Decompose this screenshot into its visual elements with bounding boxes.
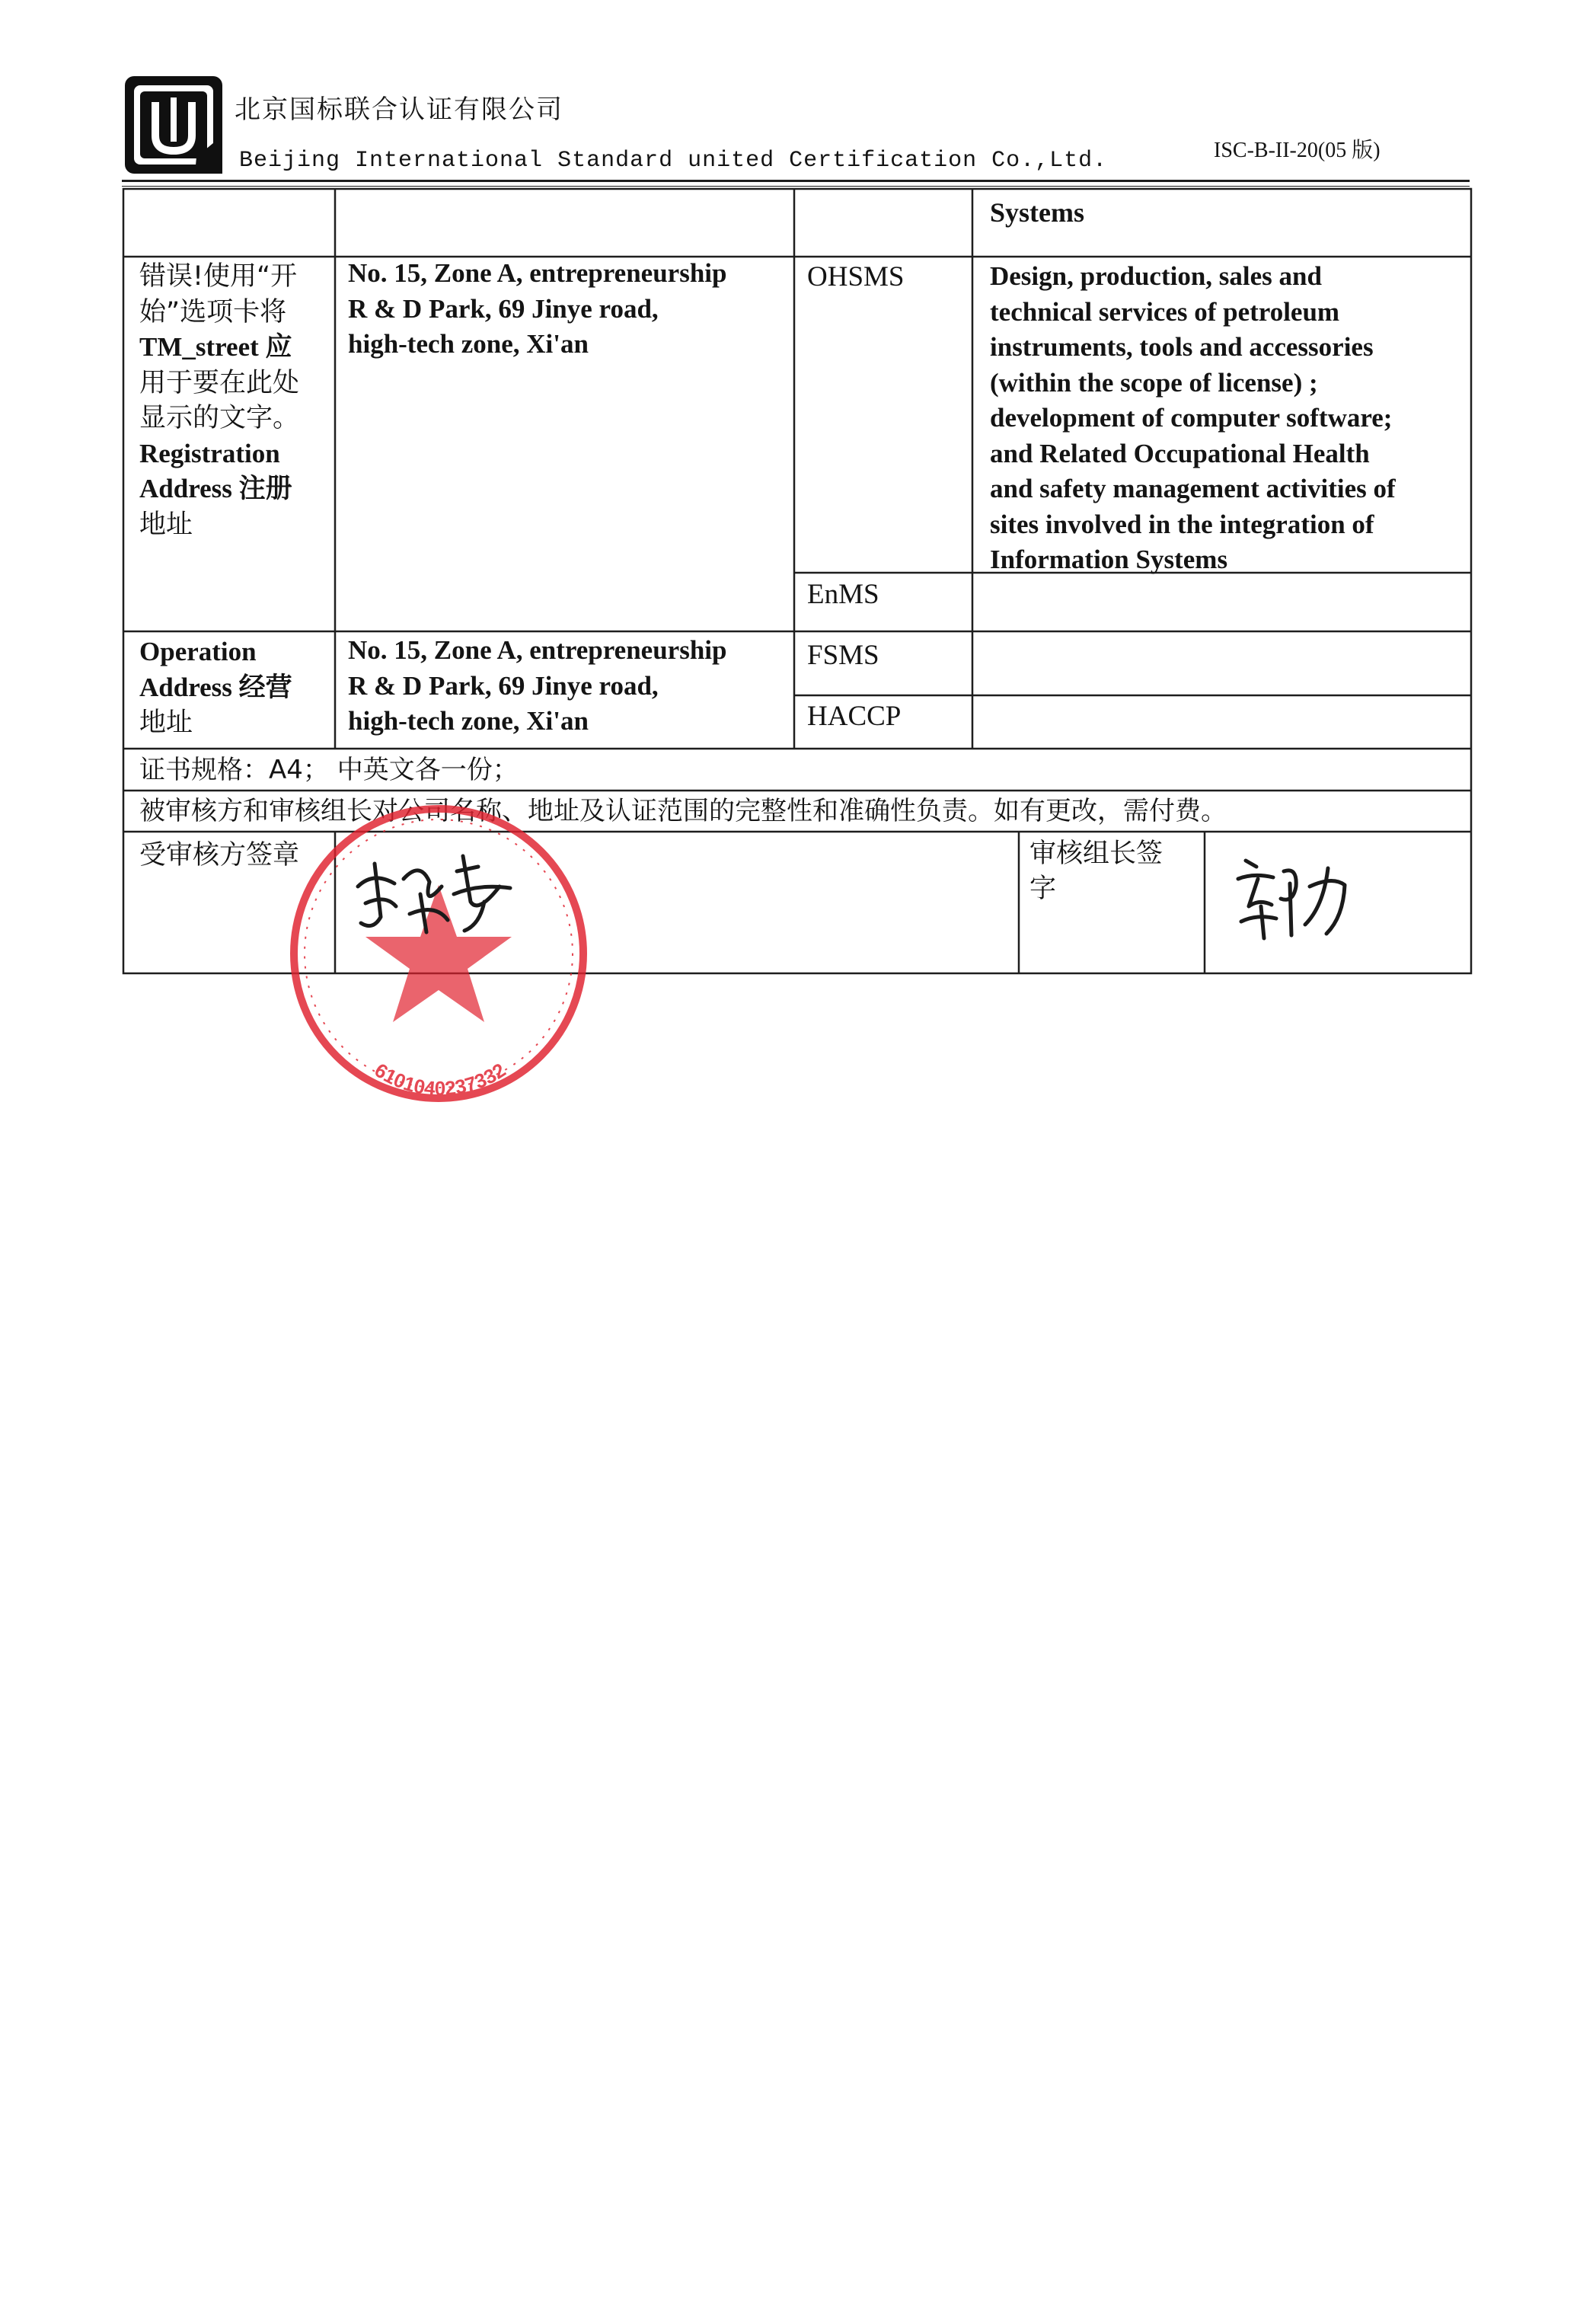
- label-line: TM_street 应: [139, 332, 292, 362]
- scope-line: and Related Occupational Health: [990, 438, 1370, 468]
- label-line: Address 注册: [139, 474, 292, 503]
- auditee-signature: [350, 841, 525, 940]
- seal-number: 6101040237332: [370, 1058, 510, 1101]
- address-line: No. 15, Zone A, entrepreneurship: [348, 258, 727, 288]
- scope-line: sites involved in the integration of: [990, 509, 1374, 539]
- address-line: No. 15, Zone A, entrepreneurship: [348, 635, 727, 665]
- label-line: 地址: [139, 708, 193, 738]
- address-line: R & D Park, 69 Jinye road,: [348, 670, 659, 701]
- label-line: 用于要在此处: [139, 367, 300, 398]
- label-line: Operation: [139, 637, 257, 666]
- standard-enms: EnMS: [807, 579, 879, 610]
- label-line: 地址: [139, 509, 193, 540]
- label-line: 错误!使用“开: [139, 261, 298, 292]
- standard-fsms: FSMS: [807, 640, 879, 671]
- address-line: high-tech zone, Xi'an: [348, 329, 589, 359]
- operation-address-value: [348, 633, 727, 740]
- certificate-spec-note: 证书规格：A4； 中英文各一份；: [139, 755, 519, 785]
- registration-address-label: [139, 259, 330, 542]
- company-name-cn: 北京国标联合认证有限公司: [235, 96, 563, 124]
- document-code: ISC-B-II-20(05 版): [1214, 139, 1381, 162]
- label-line: 始”选项卡将: [139, 296, 287, 327]
- leader-signature-label: [1029, 836, 1163, 906]
- operation-address-label: [139, 634, 292, 741]
- systems-header-label: Systems: [990, 197, 1084, 228]
- standard-haccp: HACCP: [807, 701, 902, 732]
- ohsms-scope-text: [990, 259, 1396, 578]
- scope-line: development of computer software;: [990, 403, 1393, 433]
- registration-address-value: [348, 256, 727, 363]
- scope-line: Information Systems: [990, 545, 1228, 574]
- responsibility-note: 被审核方和审核组长对公司名称、地址及认证范围的完整性和准确性负责。如有更改，需付费。: [139, 796, 1227, 826]
- scope-line: technical services of petroleum: [990, 296, 1340, 327]
- standard-ohsms: OHSMS: [807, 261, 905, 292]
- scope-line: Design, production, sales and: [990, 261, 1322, 291]
- scope-line: and safety management activities of: [990, 474, 1396, 503]
- address-line: high-tech zone, Xi'an: [348, 706, 589, 736]
- audit-leader-signature: [1231, 845, 1368, 944]
- label-line: Registration: [139, 438, 280, 468]
- label-line: Address 经营: [139, 672, 292, 702]
- label-line: 审核组长签: [1029, 839, 1163, 869]
- company-name-en: Beijing International Standard united Certification Co.,Ltd.: [239, 148, 1108, 174]
- label-line: 字: [1029, 874, 1057, 904]
- scope-line: (within the scope of license) ;: [990, 367, 1318, 398]
- auditee-seal-label: 受审核方签章: [139, 840, 300, 871]
- address-line: R & D Park, 69 Jinye road,: [348, 293, 659, 324]
- scope-line: instruments, tools and accessories: [990, 332, 1374, 362]
- label-line: 显示的文字。: [139, 403, 300, 433]
